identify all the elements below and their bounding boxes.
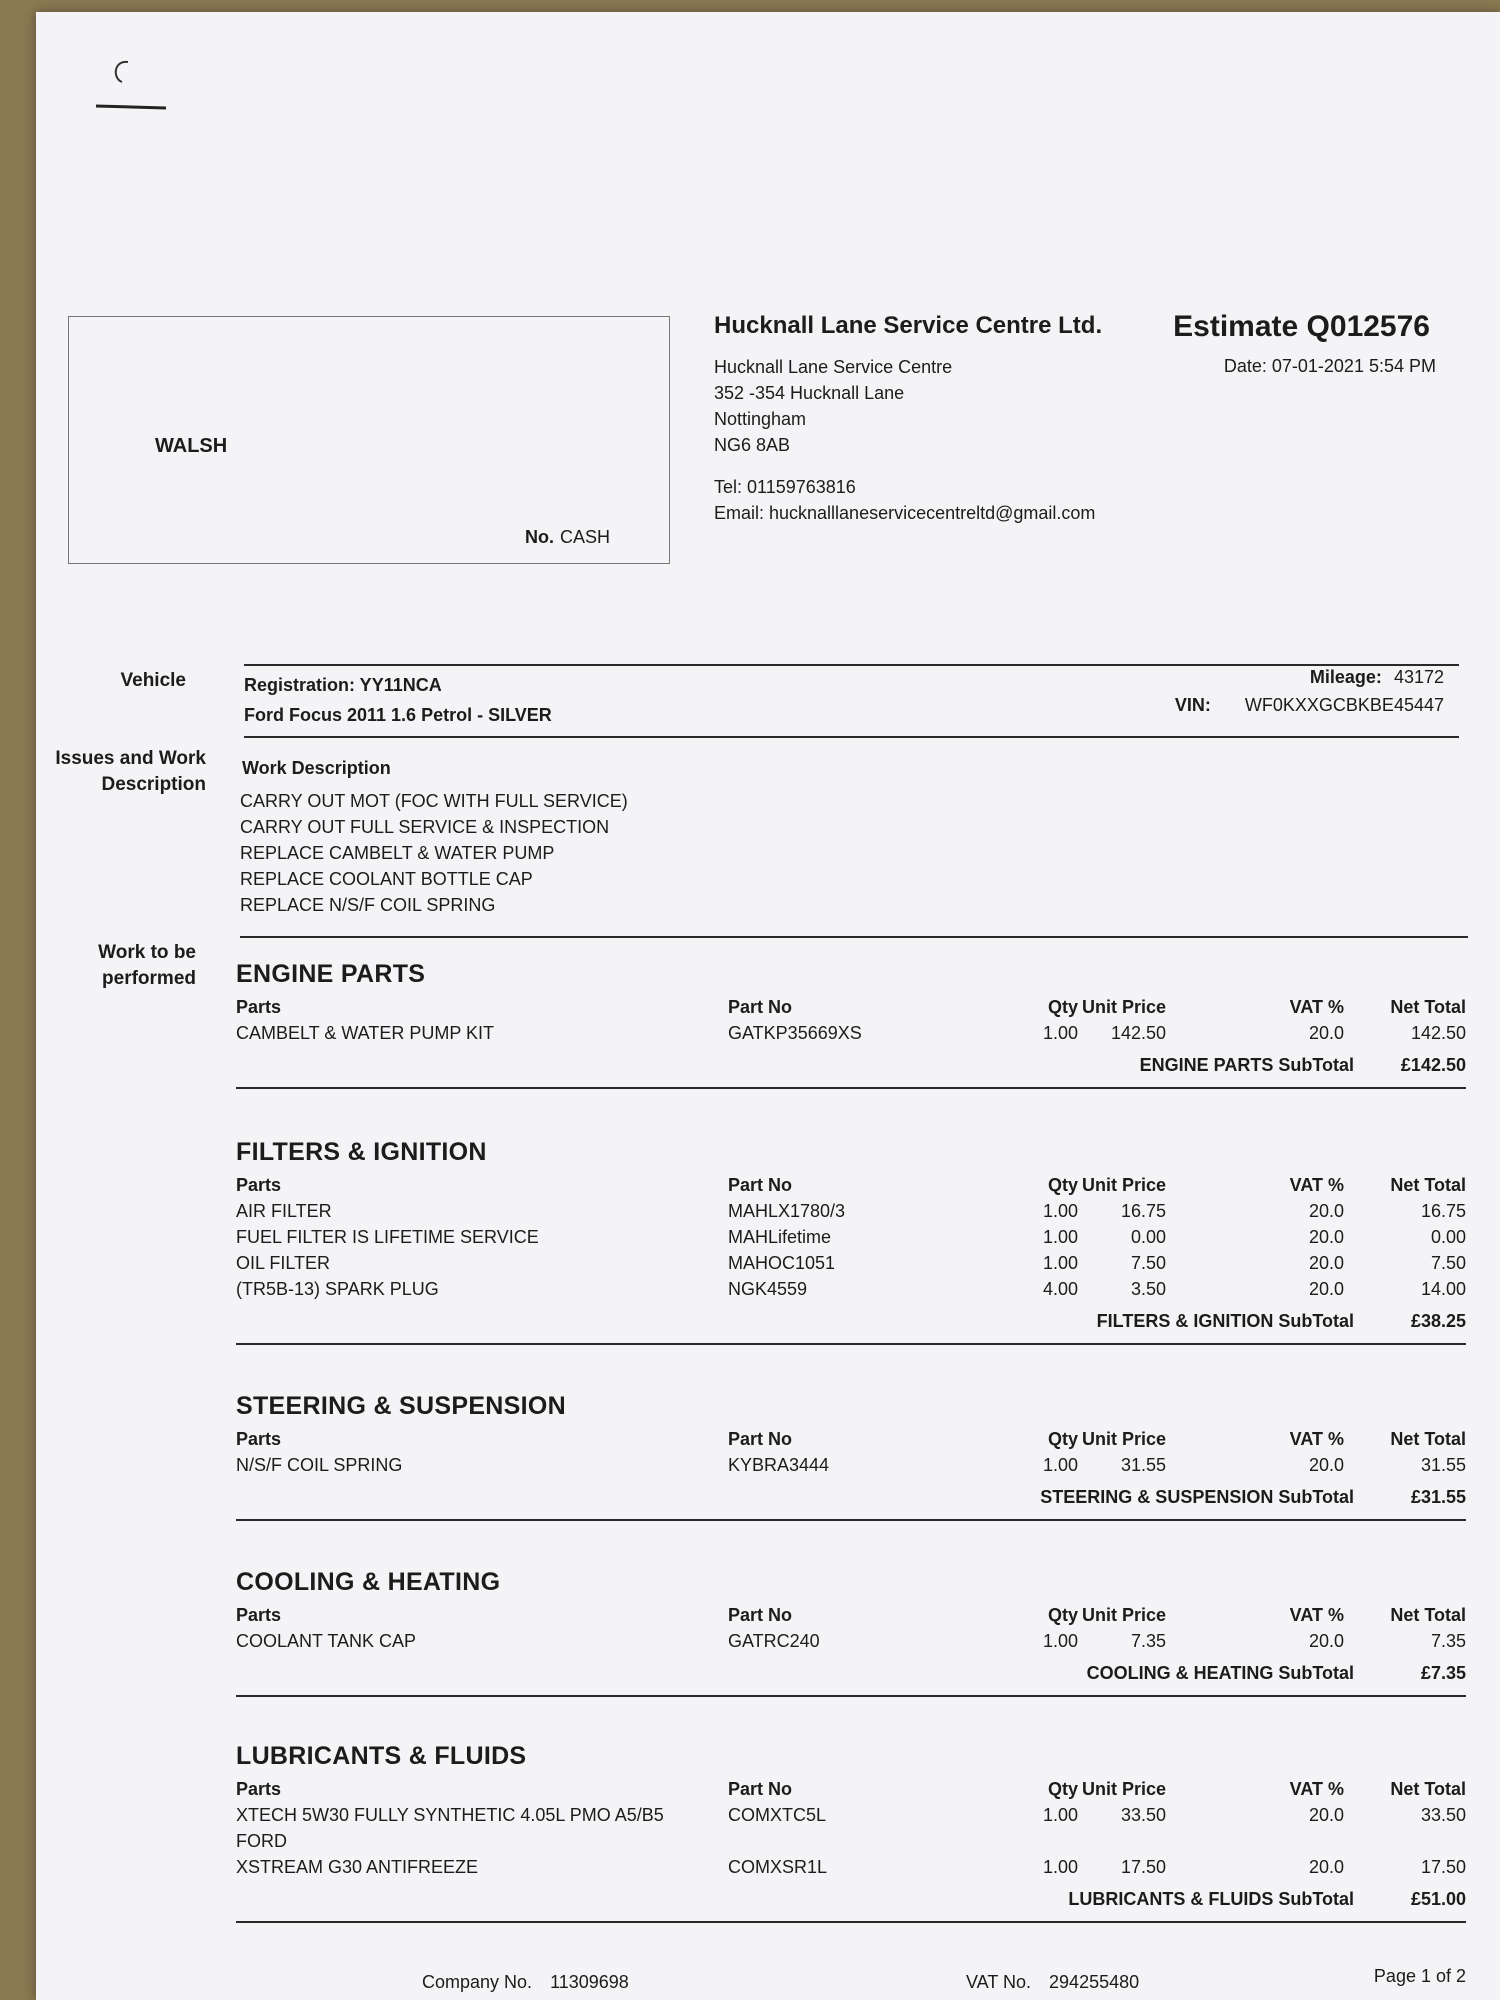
- cell-unit-price: 33.50: [1120, 1805, 1166, 1825]
- address-line: Nottingham: [714, 409, 807, 429]
- cell-part: AIR FILTER: [236, 1201, 332, 1221]
- col-part-no: Part No: [728, 1429, 793, 1449]
- col-qty: Qty: [1047, 1779, 1078, 1799]
- work-item: REPLACE CAMBELT & WATER PUMP: [240, 843, 555, 863]
- vehicle-description: Ford Focus 2011 1.6 Petrol - SILVER: [244, 705, 552, 725]
- cell-qty: 1.00: [1042, 1023, 1078, 1043]
- cell-net-total: 33.50: [1420, 1805, 1466, 1825]
- section-title: COOLING & HEATING: [236, 1568, 501, 1596]
- company-number: [422, 1972, 629, 1993]
- estimate-document: [36, 12, 1500, 2000]
- cell-net-total: 142.50: [1410, 1023, 1466, 1043]
- divider: [236, 1343, 1466, 1345]
- page-indicator: Page 1 of 2: [1373, 1966, 1466, 1986]
- cell-net-total: 17.50: [1420, 1857, 1466, 1877]
- estimate-date: Date: 07-01-2021 5:54 PM: [1223, 356, 1436, 376]
- divider: [236, 1921, 1466, 1923]
- cell-part-no: COMXTC5L: [728, 1805, 827, 1825]
- company-number-label: Company No.: [422, 1972, 533, 1992]
- cell-vat: 20.0: [1308, 1455, 1344, 1475]
- company-tel: Tel: 01159763816: [714, 477, 856, 497]
- col-qty: Qty: [1047, 1429, 1078, 1449]
- subtotal-value: £31.55: [1410, 1487, 1466, 1507]
- cell-part: FORD: [236, 1831, 287, 1851]
- vat-number-label: VAT No.: [966, 1972, 1032, 1992]
- col-qty: Qty: [1047, 1605, 1078, 1625]
- mileage-value: 43172: [1393, 667, 1444, 687]
- column-headers: [236, 1779, 1466, 1805]
- col-parts: Parts: [236, 1605, 282, 1625]
- col-parts: Parts: [236, 997, 282, 1017]
- subtotal-value: £7.35: [1420, 1663, 1466, 1683]
- section-title: FILTERS & IGNITION: [236, 1138, 487, 1166]
- section-title: ENGINE PARTS: [236, 960, 426, 988]
- work-item: REPLACE COOLANT BOTTLE CAP: [240, 869, 533, 889]
- work-performed-label: Work to be performed: [98, 942, 196, 989]
- section-title: LUBRICANTS & FLUIDS: [236, 1742, 527, 1770]
- column-headers: [236, 1429, 1466, 1455]
- table-row: [236, 1023, 1466, 1049]
- parts-section: [236, 1392, 1466, 1521]
- col-vat: VAT %: [1289, 997, 1344, 1017]
- vat-number-value: 294255480: [1049, 1972, 1140, 1992]
- subtotal-label: COOLING & HEATING SubTotal: [1086, 1663, 1354, 1683]
- cell-net-total: 0.00: [1430, 1227, 1466, 1247]
- cell-vat: 20.0: [1308, 1253, 1344, 1273]
- parts-section: [236, 1138, 1466, 1345]
- vat-number: [966, 1972, 1139, 1993]
- cell-vat: 20.0: [1308, 1857, 1344, 1877]
- col-part-no: Part No: [728, 997, 793, 1017]
- section-subtotal: [236, 1049, 1466, 1083]
- cell-part-no: MAHLX1780/3: [728, 1201, 846, 1221]
- work-item: REPLACE N/S/F COIL SPRING: [240, 895, 496, 915]
- cell-unit-price: 7.35: [1130, 1631, 1166, 1651]
- cell-net-total: 7.50: [1430, 1253, 1466, 1273]
- cell-part: FUEL FILTER IS LIFETIME SERVICE: [236, 1227, 539, 1247]
- subtotal-value: £38.25: [1410, 1311, 1466, 1331]
- cell-vat: 20.0: [1308, 1631, 1344, 1651]
- cell-qty: 1.00: [1042, 1455, 1078, 1475]
- cell-qty: 1.00: [1042, 1253, 1078, 1273]
- work-item: CARRY OUT FULL SERVICE & INSPECTION: [240, 817, 610, 837]
- section-title: STEERING & SUSPENSION: [236, 1392, 566, 1420]
- mileage-label: Mileage:: [1309, 667, 1382, 687]
- cell-unit-price: 31.55: [1120, 1455, 1166, 1475]
- cell-qty: 1.00: [1042, 1201, 1078, 1221]
- cell-unit-price: 0.00: [1130, 1227, 1166, 1247]
- parts-section: [236, 1742, 1466, 1923]
- cell-unit-price: 16.75: [1120, 1201, 1166, 1221]
- cell-qty: 1.00: [1042, 1857, 1078, 1877]
- work-description-heading: Work Description: [242, 758, 391, 778]
- estimate-title: Estimate Q012576: [1173, 310, 1430, 343]
- col-part-no: Part No: [728, 1175, 793, 1195]
- cell-part-no: NGK4559: [728, 1279, 808, 1299]
- vin-value: WF0KXXGCBKBE45447: [1244, 695, 1444, 715]
- col-net-total: Net Total: [1390, 1175, 1466, 1195]
- table-row: [236, 1857, 1466, 1883]
- cell-part: XSTREAM G30 ANTIFREEZE: [236, 1857, 479, 1877]
- address-line: Hucknall Lane Service Centre: [714, 357, 953, 377]
- col-unit-price: Unit Price: [1081, 1175, 1166, 1195]
- divider: [240, 936, 1468, 938]
- cell-net-total: 16.75: [1420, 1201, 1466, 1221]
- cell-vat: 20.0: [1308, 1279, 1344, 1299]
- cell-net-total: 14.00: [1420, 1279, 1466, 1299]
- cell-unit-price: 7.50: [1130, 1253, 1166, 1273]
- col-parts: Parts: [236, 1175, 282, 1195]
- cell-part: XTECH 5W30 FULLY SYNTHETIC 4.05L PMO A5/B5: [236, 1805, 664, 1825]
- column-headers: [236, 1175, 1466, 1201]
- parts-section: [236, 1568, 1466, 1697]
- divider: [236, 1519, 1466, 1521]
- subtotal-label: STEERING & SUSPENSION SubTotal: [1040, 1487, 1354, 1507]
- col-unit-price: Unit Price: [1081, 1779, 1166, 1799]
- col-vat: VAT %: [1289, 1175, 1344, 1195]
- subtotal-label: ENGINE PARTS SubTotal: [1139, 1055, 1354, 1075]
- company-number-value: 11309698: [550, 1972, 629, 1992]
- table-row: [236, 1201, 1466, 1227]
- vehicle-vin: [1175, 695, 1444, 716]
- col-vat: VAT %: [1289, 1429, 1344, 1449]
- cell-net-total: 31.55: [1420, 1455, 1466, 1475]
- table-row: [236, 1631, 1466, 1657]
- company-details: [714, 312, 1234, 526]
- cell-vat: 20.0: [1308, 1023, 1344, 1043]
- divider: [244, 736, 1459, 738]
- cell-qty: 1.00: [1042, 1227, 1078, 1247]
- vehicle-registration: Registration: YY11NCA: [244, 675, 442, 695]
- table-row: [236, 1831, 1466, 1857]
- cell-part: OIL FILTER: [236, 1253, 331, 1273]
- cell-vat: 20.0: [1308, 1227, 1344, 1247]
- vehicle-mileage: [1310, 667, 1444, 688]
- section-subtotal: [236, 1481, 1466, 1515]
- cell-part-no: MAHOC1051: [728, 1253, 836, 1273]
- cell-part: CAMBELT & WATER PUMP KIT: [236, 1023, 495, 1043]
- section-subtotal: [236, 1883, 1466, 1917]
- customer-number-label: No.: [525, 527, 554, 547]
- work-description-list: [240, 788, 628, 918]
- cell-part-no: KYBRA3444: [728, 1455, 830, 1475]
- vehicle-label: Vehicle: [120, 670, 186, 691]
- cell-qty: 4.00: [1042, 1279, 1078, 1299]
- cell-part-no: COMXSR1L: [728, 1857, 828, 1877]
- col-qty: Qty: [1047, 997, 1078, 1017]
- table-row: [236, 1805, 1466, 1831]
- cell-unit-price: 142.50: [1110, 1023, 1166, 1043]
- subtotal-label: LUBRICANTS & FLUIDS SubTotal: [1068, 1889, 1354, 1909]
- col-unit-price: Unit Price: [1081, 1429, 1166, 1449]
- cell-qty: 1.00: [1042, 1805, 1078, 1825]
- handwritten-mark: [76, 50, 166, 110]
- cell-vat: 20.0: [1308, 1805, 1344, 1825]
- cell-vat: 20.0: [1308, 1201, 1344, 1221]
- col-net-total: Net Total: [1390, 1779, 1466, 1799]
- cell-qty: 1.00: [1042, 1631, 1078, 1651]
- table-row: [236, 1227, 1466, 1253]
- address-line: NG6 8AB: [714, 435, 791, 455]
- divider: [244, 664, 1459, 666]
- cell-unit-price: 3.50: [1130, 1279, 1166, 1299]
- column-headers: [236, 997, 1466, 1023]
- table-row: [236, 1455, 1466, 1481]
- vin-label: VIN:: [1174, 695, 1211, 715]
- customer-number-value: CASH: [560, 527, 611, 547]
- subtotal-value: £142.50: [1400, 1055, 1466, 1075]
- subtotal-value: £51.00: [1410, 1889, 1466, 1909]
- table-row: [236, 1279, 1466, 1305]
- subtotal-label: FILTERS & IGNITION SubTotal: [1096, 1311, 1354, 1331]
- cell-part-no: GATKP35669XS: [728, 1023, 862, 1043]
- divider: [236, 1695, 1466, 1697]
- col-net-total: Net Total: [1390, 1429, 1466, 1449]
- cell-part-no: GATRC240: [728, 1631, 820, 1651]
- cell-part-no: MAHLifetime: [728, 1227, 832, 1247]
- customer-number: [525, 527, 610, 548]
- col-unit-price: Unit Price: [1081, 997, 1166, 1017]
- col-part-no: Part No: [728, 1605, 793, 1625]
- address-line: 352 -354 Hucknall Lane: [714, 383, 905, 403]
- col-unit-price: Unit Price: [1081, 1605, 1166, 1625]
- company-name: Hucknall Lane Service Centre Ltd.: [714, 312, 1103, 339]
- divider: [236, 1087, 1466, 1089]
- parts-section: [236, 960, 1466, 1089]
- work-item: CARRY OUT MOT (FOC WITH FULL SERVICE): [240, 791, 628, 811]
- customer-name: WALSH: [155, 435, 228, 457]
- cell-unit-price: 17.50: [1120, 1857, 1166, 1877]
- cell-part: COOLANT TANK CAP: [236, 1631, 417, 1651]
- col-qty: Qty: [1047, 1175, 1078, 1195]
- cell-part: (TR5B-13) SPARK PLUG: [236, 1279, 439, 1299]
- cell-net-total: 7.35: [1430, 1631, 1466, 1651]
- col-net-total: Net Total: [1390, 1605, 1466, 1625]
- customer-box: [68, 316, 670, 564]
- col-vat: VAT %: [1289, 1779, 1344, 1799]
- issues-label: Issues and Work Description: [55, 748, 206, 795]
- col-vat: VAT %: [1289, 1605, 1344, 1625]
- col-parts: Parts: [236, 1779, 282, 1799]
- col-parts: Parts: [236, 1429, 282, 1449]
- company-email: Email: hucknalllaneservicecentreltd@gmail.com: [714, 503, 1096, 523]
- table-row: [236, 1253, 1466, 1279]
- section-subtotal: [236, 1305, 1466, 1339]
- col-part-no: Part No: [728, 1779, 793, 1799]
- section-subtotal: [236, 1657, 1466, 1691]
- cell-part: N/S/F COIL SPRING: [236, 1455, 403, 1475]
- col-net-total: Net Total: [1390, 997, 1466, 1017]
- column-headers: [236, 1605, 1466, 1631]
